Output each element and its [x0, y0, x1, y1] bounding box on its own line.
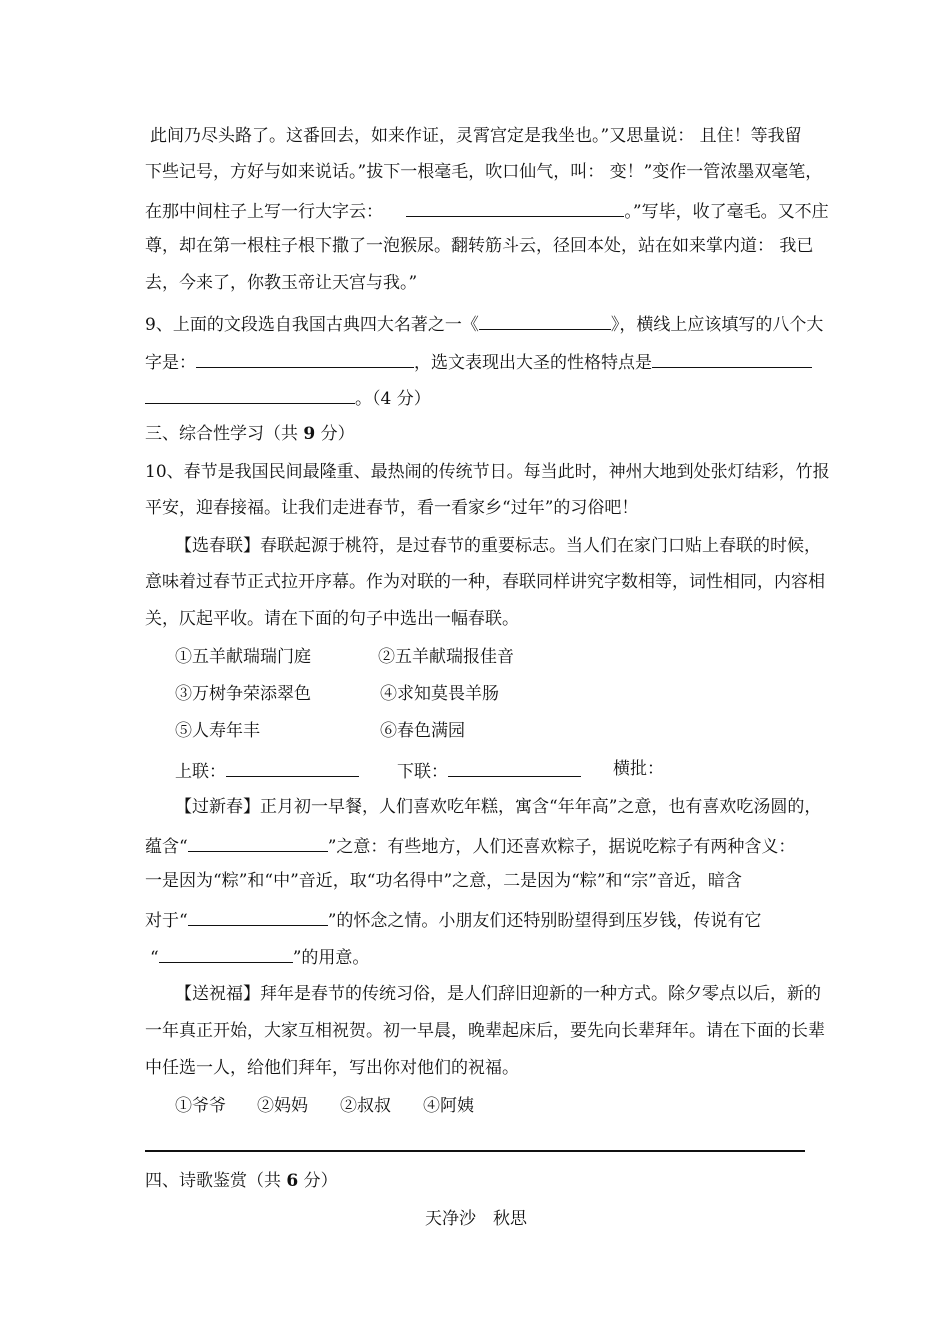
newyear-line-5-start: “ [150, 948, 159, 968]
section-4-points: 6 [286, 1171, 299, 1191]
couplet-option-3: ③万树争荣添翠色 [175, 684, 311, 704]
lower-couplet-label: 下联： [397, 762, 448, 782]
blessing-answer-line[interactable] [145, 1150, 805, 1152]
q9-line-2-mid: ，选文表现出大圣的性格特点是 [414, 353, 652, 373]
newyear-line-4 [145, 908, 761, 931]
q9-line-1-start: 9、上面的文段选自我国古典四大名著之一《 [145, 315, 479, 335]
section-4-heading [145, 1171, 338, 1191]
newyear-line-4-end: ”的怀念之情。小朋友们还特别盼望得到压岁钱，传说有它 [327, 911, 762, 931]
blessing-line-1: 【送祝福】拜年是春节的传统习俗，是人们辞旧迎新的一种方式。除夕零点以后，新的 [175, 984, 821, 1004]
blank-big-characters[interactable] [406, 199, 624, 217]
passage-line-1: 此间乃尽头路了。这番回去，如来作证，灵霄宫定是我坐也。”又思量说： 且住！等我留 [150, 126, 802, 146]
newyear-line-1: 【过新春】正月初一早餐，人们喜欢吃年糕，寓含“年年高”之意，也有喜欢吃汤圆的， [175, 797, 822, 817]
blank-ancestor-meaning[interactable] [188, 908, 328, 926]
passage-line-3 [145, 199, 829, 222]
passage-line-4: 尊，却在第一根柱子根下撒了一泡猴尿。翻转筋斗云，径回本处，站在如来掌内道： 我已 [145, 236, 814, 256]
newyear-line-4-start: 对于“ [145, 911, 188, 931]
elder-option-3: ②叔叔 [340, 1096, 391, 1116]
passage-line-3-start: 在那中间柱子上写一行大字云： [145, 202, 383, 222]
section-3-heading [145, 424, 355, 444]
newyear-line-5-end: ”的用意。 [292, 948, 370, 968]
section-4-suffix: 分） [298, 1171, 338, 1191]
section-3-suffix: 分） [315, 424, 355, 444]
q9-line-1 [145, 312, 823, 335]
q9-line-1-end: 》，横线上应该填写的八个大 [610, 315, 824, 335]
upper-couplet-row [175, 759, 359, 782]
newyear-line-2-start: 蕴含“ [145, 837, 188, 857]
couplet-line-1: 【选春联】春联起源于桃符，是过春节的重要标志。当人们在家门口贴上春联的时候， [175, 536, 821, 556]
q10-line-2: 平安，迎春接福。让我们走进春节，看一看家乡“过年”的习俗吧！ [145, 498, 639, 518]
poem-title: 天净沙 秋思 [425, 1209, 527, 1229]
blessing-line-3: 中任选一人，给他们拜年，写出你对他们的祝福。 [145, 1058, 519, 1078]
section-3-points: 9 [303, 424, 316, 444]
q9-line-3 [145, 386, 431, 409]
blessing-line-2: 一年真正开始，大家互相祝贺。初一早晨，晚辈起床后，要先向长辈拜年。请在下面的长辈 [145, 1021, 825, 1041]
blank-tangyuan-meaning[interactable] [188, 834, 328, 852]
q9-line-2-start: 字是： [145, 353, 196, 373]
couplet-option-6: ⑥春色满园 [380, 721, 465, 741]
newyear-line-2-end: ”之意：有些地方，人们还喜欢粽子，据说吃粽子有两种含义： [327, 837, 796, 857]
newyear-line-5 [150, 945, 369, 968]
couplet-option-4: ④求知莫畏羊肠 [380, 684, 499, 704]
couplet-option-2: ②五羊献瑞报佳音 [378, 647, 514, 667]
section-3-prefix: 三、综合性学习（共 [145, 424, 304, 444]
passage-line-3-end: 。”写毕，收了毫毛。又不庄 [624, 202, 829, 222]
elder-option-4: ④阿姨 [423, 1096, 474, 1116]
lower-couplet-blank[interactable] [448, 759, 581, 777]
newyear-line-3: 一是因为“粽”和“中”音近，取“功名得中”之意，二是因为“粽”和“宗”音近，暗含 [145, 871, 742, 891]
q9-line-2 [145, 350, 812, 373]
q9-score: 。（4 分） [355, 389, 431, 409]
couplet-option-5: ⑤人寿年丰 [175, 721, 260, 741]
couplet-option-1: ①五羊献瑞瑞门庭 [175, 647, 311, 667]
upper-couplet-blank[interactable] [226, 759, 359, 777]
blank-money-meaning[interactable] [159, 945, 293, 963]
couplet-line-2: 意味着过春节正式拉开序幕。作为对联的一种，春联同样讲究字数相等，词性相同，内容相 [145, 572, 825, 592]
lower-couplet-row [397, 759, 581, 782]
elder-option-2: ②妈妈 [257, 1096, 308, 1116]
upper-couplet-label: 上联： [175, 762, 226, 782]
elder-option-1: ①爷爷 [175, 1096, 226, 1116]
horizontal-scroll-label: 横批： [613, 759, 664, 779]
couplet-line-3: 关，仄起平收。请在下面的句子中选出一幅春联。 [145, 609, 519, 629]
blank-character-traits[interactable] [652, 350, 812, 368]
blank-book-title[interactable] [479, 312, 611, 330]
passage-line-5: 去，今来了，你教玉帝让天宫与我。” [145, 273, 418, 293]
section-4-prefix: 四、诗歌鉴赏（共 [145, 1171, 287, 1191]
blank-character-traits-cont[interactable] [145, 386, 355, 404]
passage-line-2: 下些记号，方好与如来说话。”拔下一根毫毛，吹口仙气，叫： 变！”变作一管浓墨双毫笔， [145, 162, 823, 182]
blank-eight-characters[interactable] [196, 350, 414, 368]
newyear-line-2 [145, 834, 795, 857]
q10-line-1: 10、春节是我国民间最隆重、最热闹的传统节日。每当此时，神州大地到处张灯结彩，竹报 [145, 462, 830, 482]
